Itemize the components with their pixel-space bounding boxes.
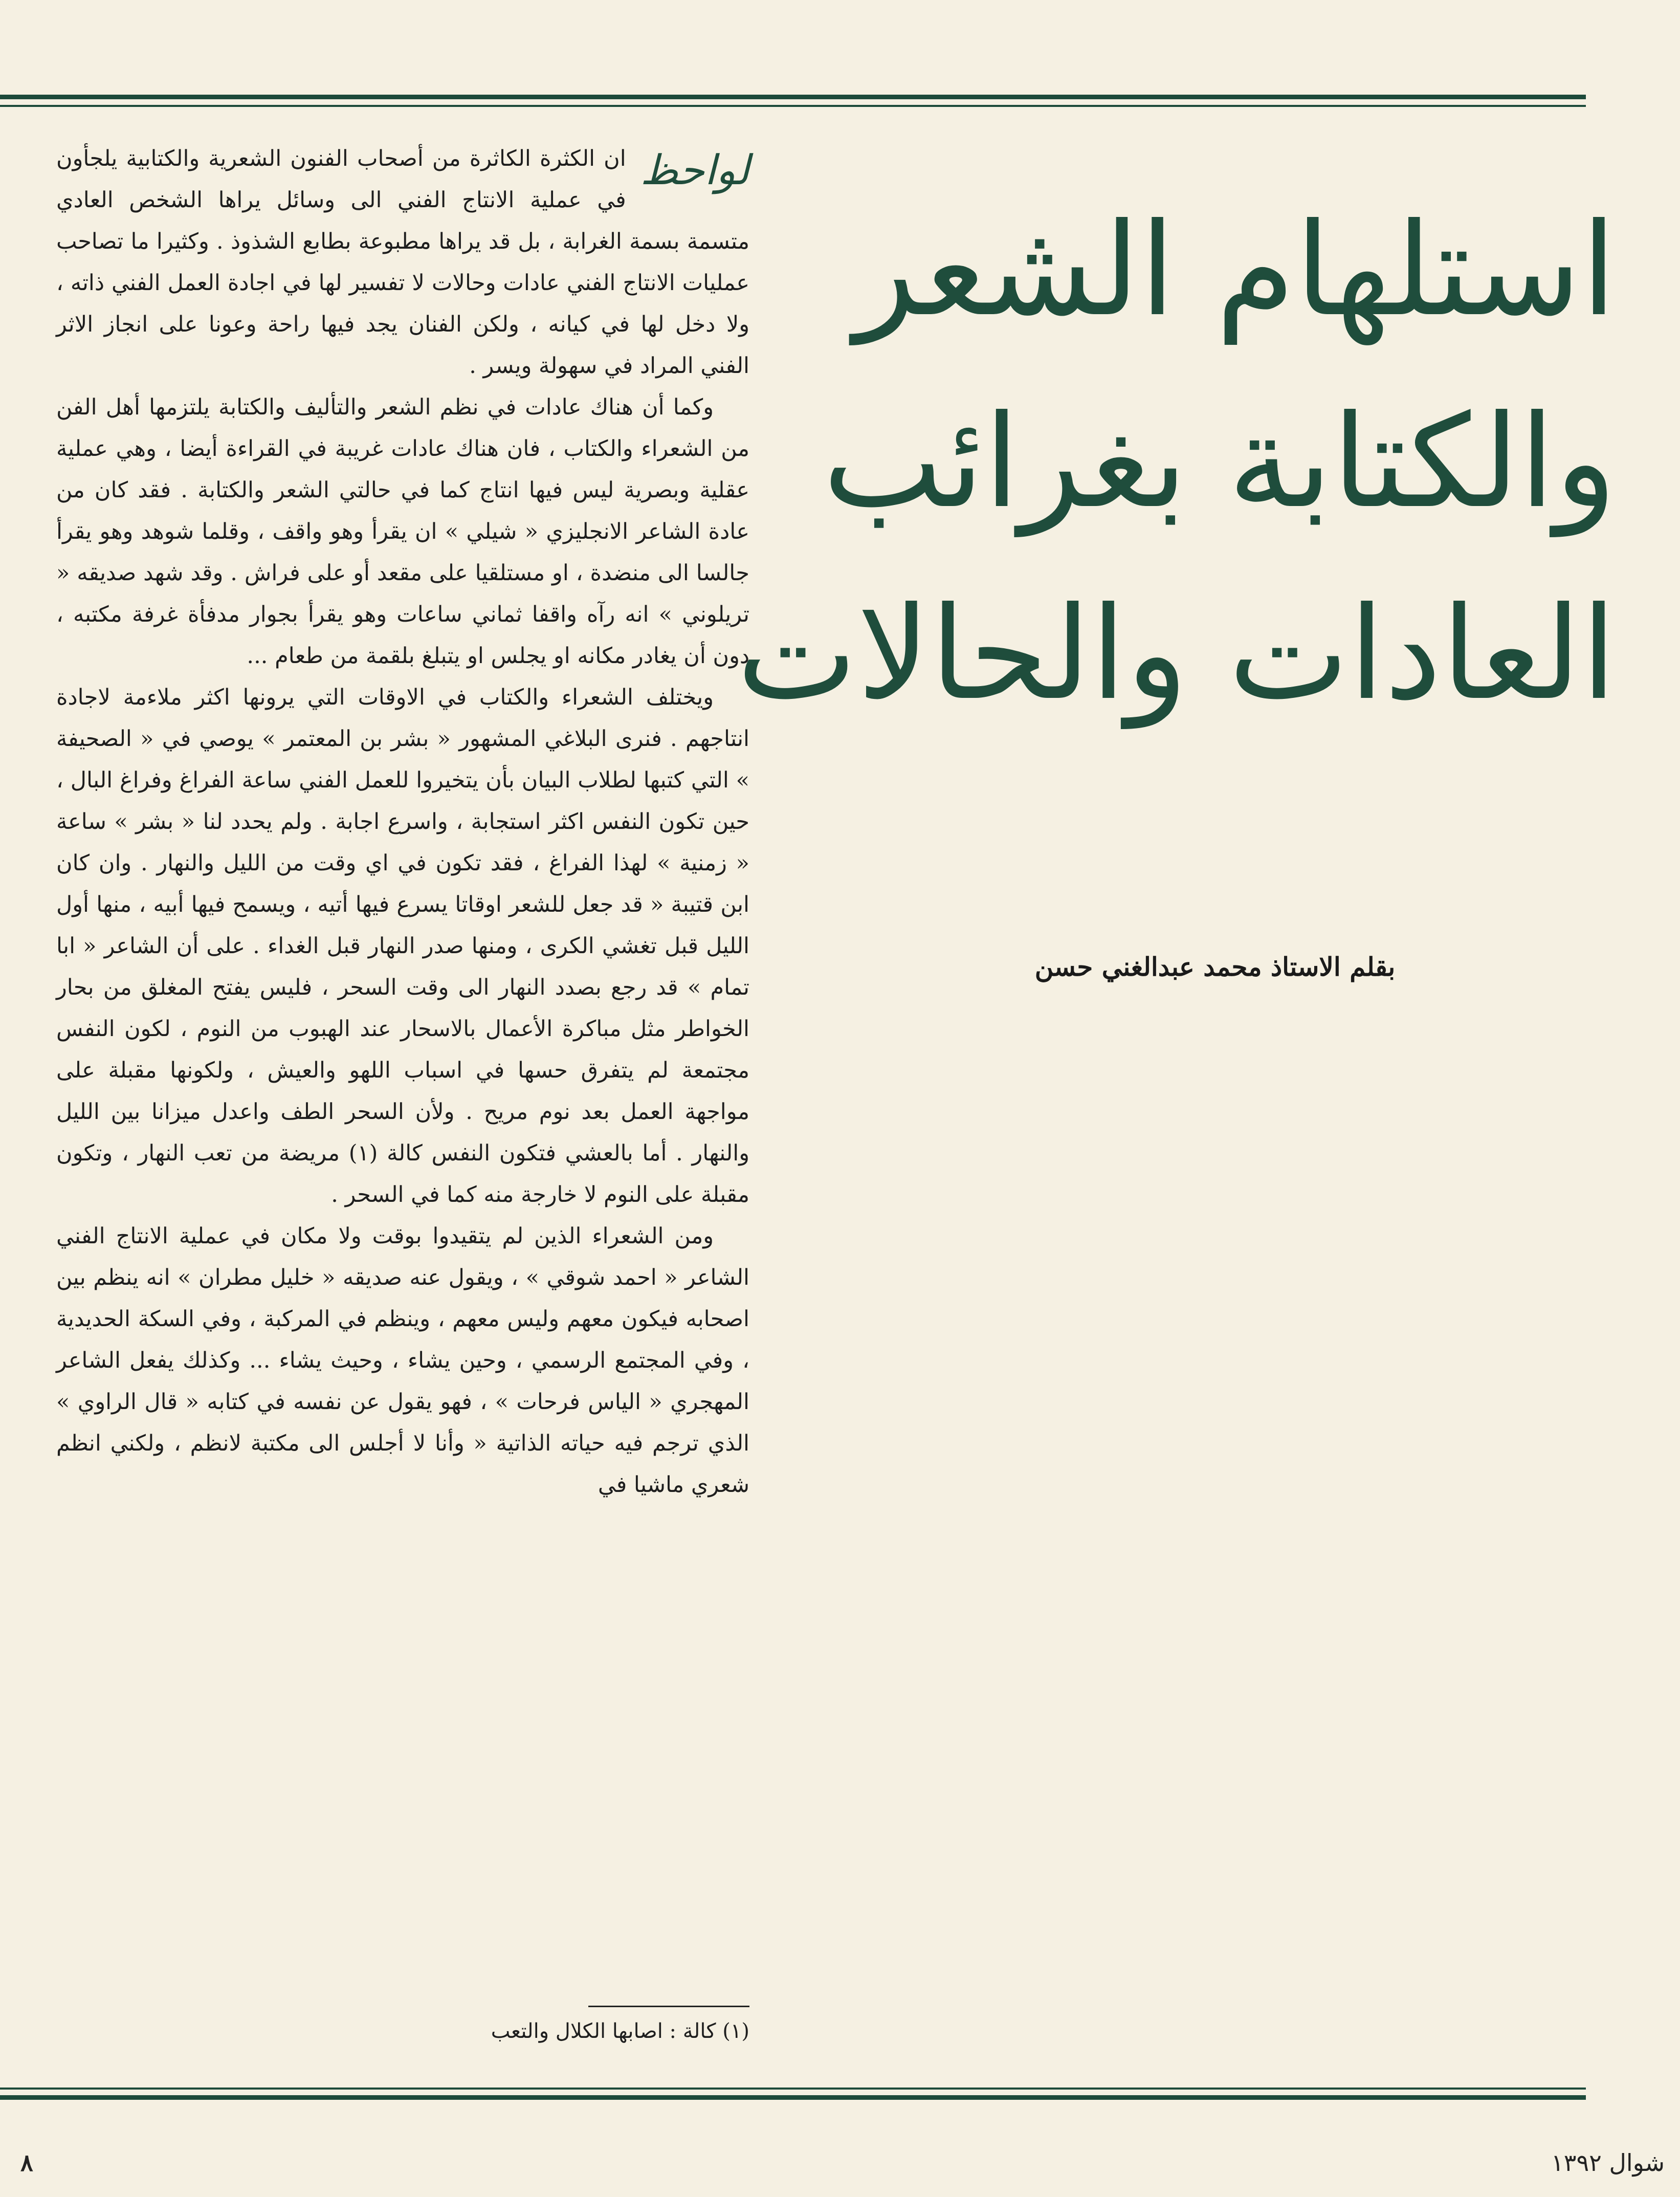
issue-date: شوال ١٣٩٢ bbox=[1551, 2149, 1665, 2177]
top-rule bbox=[0, 95, 1586, 99]
footnote-divider bbox=[588, 2006, 749, 2007]
byline: بقلم الاستاذ محمد عبدالغني حسن bbox=[1034, 952, 1396, 982]
paragraph-3: ويختلف الشعراء والكتاب في الاوقات التي يرونها اكثر ملاءمة لاجادة انتاجهم . فنرى البلاغي المشهور « بشر بن المعتمر » يوصي في « الصحيفة » التي كتبها لطلاب البيان بأن يتخيروا للعمل الفني ساعة الفراغ وفراغ البال ، حين تكون النفس اكثر استجابة ، واسرع اجابة . ولم يحدد لنا « بشر » ساعة « زمنية » لهذا الفراغ ، فقد تكون في اي وقت من الليل والنهار . وان كان ابن قتيبة « قد جعل للشعر اوقاتا يسرع فيها أتيه ، ويسمح فيها أبيه ، منها أول الليل قبل تغشي الكرى ، ومنها صدر النهار قبل الغداء . على أن الشاعر « ابا تمام » قد رجع بصدد النهار الى وقت السحر ، فليس يفتح المغلق من بحار الخواطر مثل مباكرة الأعمال بالاسحار عند الهبوب من النوم ، لكون النفس مجتمعة لم يتفرق حسها في اسباب اللهو والعيش ، ولكونها مقبلة على مواجهة العمل بعد نوم مريح . ولأن السحر الطف واعدل ميزانا بين الليل والنهار . أما بالعشي فتكون النفس كالة (١) مريضة من تعب النهار ، وتكون مقبلة على النوم لا خارجة منه كما في السحر . bbox=[56, 685, 749, 1207]
title-line-3: العادات والحالات bbox=[737, 579, 1617, 728]
bottom-rule-inner bbox=[0, 2088, 1586, 2090]
paragraph-2: وكما أن هناك عادات في نظم الشعر والتأليف والكتابة يلتزمها أهل الفن من الشعراء والكتاب ، فان هناك عادات غريبة في القراءة أيضا ، وهي عملية عقلية وبصرية ليس فيها انتاج كما في حالتي الشعر والكتابة . فقد كان من عادة الشاعر الانجليزي « شيلي » ان يقرأ وهو واقف ، وقلما شوهد وهو يقرأ جالسا الى منضدة ، او مستلقيا على مقعد أو على فراش . وقد شهد صديقه « تريلوني » انه رآه واقفا ثماني ساعات وهو يقرأ بجوار مدفأة غرفة مكتبه ، دون أن يغادر مكانه او يجلس او يتبلغ بلقمة من طعام ... bbox=[56, 394, 749, 669]
title-line-2: والكتابة بغرائب bbox=[823, 387, 1617, 536]
article-title bbox=[737, 174, 1617, 750]
footnote: (١) كالة : اصابها الكلال والتعب bbox=[491, 2019, 749, 2043]
title-line-1: استلهام الشعر bbox=[854, 195, 1617, 344]
article-body bbox=[56, 138, 749, 1506]
section-label: لواحظ bbox=[640, 146, 749, 194]
top-rule-inner bbox=[0, 105, 1586, 107]
paragraph-4: ومن الشعراء الذين لم يتقيدوا بوقت ولا مكان في عملية الانتاج الفني الشاعر « احمد شوقي » ، ويقول عنه صديقه « خليل مطران » انه ينظم بين اصحابه فيكون معهم وليس معهم ، وينظم في المركبة ، وفي السكة الحديدية ، وفي المجتمع الرسمي ، وحين يشاء ، وحيث يشاء ... وكذلك يفعل الشاعر المهجري « الياس فرحات » ، فهو يقول عن نفسه في كتابه « قال الراوي » الذي ترجم فيه حياته الذاتية « وأنا لا أجلس الى مكتبة لانظم ، ولكني انظم شعري ماشيا في bbox=[56, 1223, 750, 1498]
bottom-rule bbox=[0, 2095, 1586, 2100]
page-number: ٨ bbox=[20, 2149, 33, 2177]
paragraph-1: ان الكثرة الكاثرة من أصحاب الفنون الشعرية والكتابية يلجأون في عملية الانتاج الفني الى وسائل يراها الشخص العادي متسمة بسمة الغرابة ، بل قد يراها مطبوعة بطابع الشذوذ . وكثيرا ما تصاحب عمليات الانتاج الفني عادات وحالات لا تفسير لها في اجادة العمل الفني ذاته ، ولا دخل لها في كيانه ، ولكن الفنان يجد فيها راحة وعونا على انجاز الاثر الفني المراد في سهولة ويسر . bbox=[56, 146, 749, 379]
